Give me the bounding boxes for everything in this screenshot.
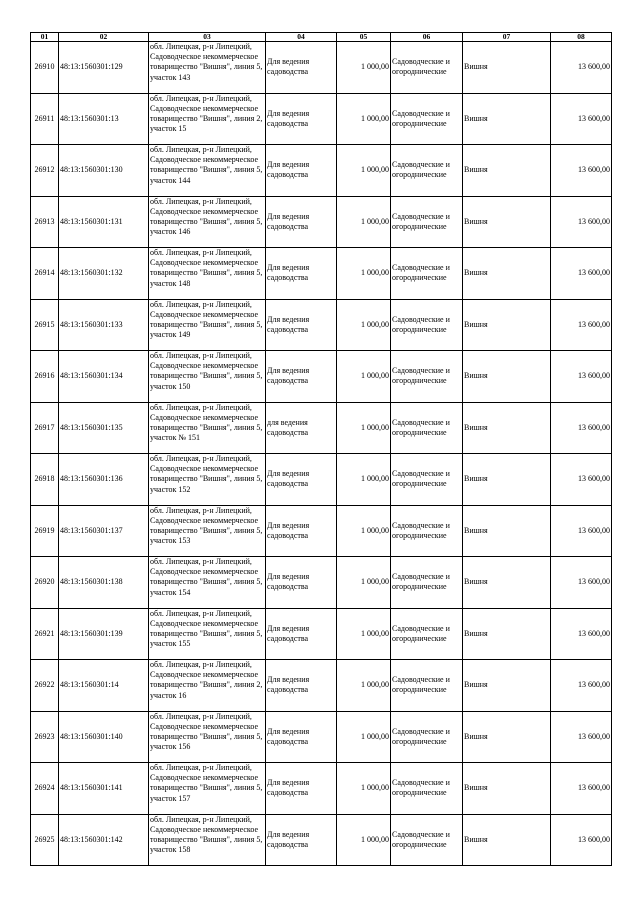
- plot-address-text: обл. Липецкая, р-н Липецкий, Садоводческое некоммерческое товарищество "Вишня", линия 5, участок 153: [150, 505, 263, 546]
- table-row: [31, 351, 612, 403]
- table-header-row: [31, 33, 612, 42]
- plot-area-cell: 1 000,00: [337, 505, 391, 557]
- cadastral-number-cell: 48:13:1560301:129: [59, 42, 149, 94]
- plot-address-cell: [149, 814, 266, 866]
- table-row: [31, 248, 612, 300]
- table-row: [31, 608, 612, 660]
- cadastral-number-cell: 48:13:1560301:130: [59, 145, 149, 197]
- partnership-name-cell: Вишня: [463, 248, 551, 300]
- permitted-use-cell: Для ведения садоводства: [266, 763, 337, 815]
- header-col-06: 06: [391, 33, 463, 42]
- plot-address-text: обл. Липецкая, р-н Липецкий, Садоводческое некоммерческое товарищество "Вишня", линия 5, участок 146: [150, 196, 263, 237]
- row-number-cell: 26921: [31, 608, 59, 660]
- plot-address-cell: [149, 299, 266, 351]
- row-number-cell: 26915: [31, 299, 59, 351]
- plot-address-text: обл. Липецкая, р-н Липецкий, Садоводческое некоммерческое товарищество "Вишня", линия 5, участок 155: [150, 608, 263, 649]
- row-number-cell: 26925: [31, 814, 59, 866]
- permitted-use-cell: Для ведения садоводства: [266, 351, 337, 403]
- plot-address-text: обл. Липецкая, р-н Липецкий, Садоводческое некоммерческое товарищество "Вишня", линия 2, участок 15: [150, 93, 263, 134]
- land-category-cell: Садоводческие и огороднические: [391, 196, 463, 248]
- row-number-cell: 26923: [31, 711, 59, 763]
- land-category-cell: Садоводческие и огороднические: [391, 299, 463, 351]
- plot-address-text: обл. Липецкая, р-н Липецкий, Садоводческое некоммерческое товарищество "Вишня", линия 5, участок 144: [150, 145, 263, 185]
- plot-address-text: обл. Липецкая, р-н Липецкий, Садоводческое некоммерческое товарищество "Вишня", линия 5, участок 149: [150, 299, 263, 340]
- plot-address-cell: [149, 557, 266, 609]
- cadastral-value-cell: 13 600,00: [551, 42, 612, 94]
- cadastral-value-cell: 13 600,00: [551, 145, 612, 197]
- plot-address-text: обл. Липецкая, р-н Липецкий, Садоводческое некоммерческое товарищество "Вишня", линия 5, участок 143: [150, 42, 263, 82]
- plot-area-cell: 1 000,00: [337, 196, 391, 248]
- plot-address-cell: [149, 660, 266, 712]
- plot-area-cell: 1 000,00: [337, 248, 391, 300]
- header-col-02: 02: [59, 33, 149, 42]
- table-row: [31, 660, 612, 712]
- cadastral-number-cell: 48:13:1560301:141: [59, 763, 149, 815]
- row-number-cell: 26910: [31, 42, 59, 94]
- table-row: [31, 814, 612, 866]
- table-row: [31, 42, 612, 94]
- land-category-cell: Садоводческие и огороднические: [391, 505, 463, 557]
- plot-area-cell: 1 000,00: [337, 557, 391, 609]
- land-category-cell: Садоводческие и огороднические: [391, 660, 463, 712]
- permitted-use-cell: Для ведения садоводства: [266, 557, 337, 609]
- permitted-use-cell: Для ведения садоводства: [266, 814, 337, 866]
- partnership-name-cell: Вишня: [463, 660, 551, 712]
- header-col-08: 08: [551, 33, 612, 42]
- row-number-cell: 26919: [31, 505, 59, 557]
- plot-address-text: обл. Липецкая, р-н Липецкий, Садоводческое некоммерческое товарищество "Вишня", линия 5, участок 158: [150, 814, 263, 855]
- partnership-name-cell: Вишня: [463, 711, 551, 763]
- table-body: [31, 42, 612, 866]
- permitted-use-cell: Для ведения садоводства: [266, 42, 337, 94]
- partnership-name-cell: Вишня: [463, 557, 551, 609]
- cadastral-value-cell: 13 600,00: [551, 351, 612, 403]
- plot-address-cell: [149, 196, 266, 248]
- table-row: [31, 711, 612, 763]
- partnership-name-cell: Вишня: [463, 299, 551, 351]
- land-category-cell: Садоводческие и огороднические: [391, 608, 463, 660]
- plot-area-cell: 1 000,00: [337, 93, 391, 145]
- permitted-use-cell: Для ведения садоводства: [266, 145, 337, 197]
- partnership-name-cell: Вишня: [463, 505, 551, 557]
- plot-address-cell: [149, 505, 266, 557]
- row-number-cell: 26912: [31, 145, 59, 197]
- cadastral-value-cell: 13 600,00: [551, 93, 612, 145]
- plot-address-cell: [149, 608, 266, 660]
- plot-address-text: обл. Липецкая, р-н Липецкий, Садоводческое некоммерческое товарищество "Вишня", линия 5, участок 150: [150, 351, 263, 391]
- row-number-cell: 26918: [31, 454, 59, 506]
- row-number-cell: 26916: [31, 351, 59, 403]
- table-row: [31, 402, 612, 454]
- header-col-03: 03: [149, 33, 266, 42]
- cadastral-value-cell: 13 600,00: [551, 814, 612, 866]
- plot-area-cell: 1 000,00: [337, 660, 391, 712]
- cadastral-number-cell: 48:13:1560301:140: [59, 711, 149, 763]
- plot-area-cell: 1 000,00: [337, 814, 391, 866]
- plot-address-text: обл. Липецкая, р-н Липецкий, Садоводческое некоммерческое товарищество "Вишня", линия 5, участок 157: [150, 763, 263, 803]
- plot-address-cell: [149, 351, 266, 403]
- plot-address-text: обл. Липецкая, р-н Липецкий, Садоводческое некоммерческое товарищество "Вишня", линия 2, участок 16: [150, 660, 263, 700]
- header-col-05: 05: [337, 33, 391, 42]
- table-row: [31, 454, 612, 506]
- land-category-cell: Садоводческие и огороднические: [391, 814, 463, 866]
- cadastral-number-cell: 48:13:1560301:131: [59, 196, 149, 248]
- land-category-cell: Садоводческие и огороднические: [391, 145, 463, 197]
- cadastral-number-cell: 48:13:1560301:139: [59, 608, 149, 660]
- permitted-use-cell: для ведения садоводства: [266, 402, 337, 454]
- land-plots-table: [30, 32, 612, 866]
- plot-address-cell: [149, 145, 266, 197]
- cadastral-value-cell: 13 600,00: [551, 505, 612, 557]
- permitted-use-cell: Для ведения садоводства: [266, 299, 337, 351]
- cadastral-value-cell: 13 600,00: [551, 763, 612, 815]
- plot-area-cell: 1 000,00: [337, 711, 391, 763]
- plot-address-text: обл. Липецкая, р-н Липецкий, Садоводческое некоммерческое товарищество "Вишня", линия 5, участок 152: [150, 454, 263, 494]
- row-number-cell: 26914: [31, 248, 59, 300]
- plot-address-cell: [149, 454, 266, 506]
- plot-address-text: обл. Липецкая, р-н Липецкий, Садоводческое некоммерческое товарищество "Вишня", линия 5, участок 148: [150, 248, 263, 288]
- plot-address-text: обл. Липецкая, р-н Липецкий, Садоводческое некоммерческое товарищество "Вишня", линия 5, участок 154: [150, 557, 263, 597]
- table-row: [31, 763, 612, 815]
- plot-address-cell: [149, 711, 266, 763]
- row-number-cell: 26911: [31, 93, 59, 145]
- cadastral-value-cell: 13 600,00: [551, 196, 612, 248]
- permitted-use-cell: Для ведения садоводства: [266, 248, 337, 300]
- land-category-cell: Садоводческие и огороднические: [391, 42, 463, 94]
- cadastral-number-cell: 48:13:1560301:13: [59, 93, 149, 145]
- table-row: [31, 196, 612, 248]
- cadastral-number-cell: 48:13:1560301:136: [59, 454, 149, 506]
- table-row: [31, 505, 612, 557]
- cadastral-number-cell: 48:13:1560301:137: [59, 505, 149, 557]
- row-number-cell: 26920: [31, 557, 59, 609]
- land-category-cell: Садоводческие и огороднические: [391, 351, 463, 403]
- land-category-cell: Садоводческие и огороднические: [391, 557, 463, 609]
- plot-address-cell: [149, 42, 266, 94]
- partnership-name-cell: Вишня: [463, 351, 551, 403]
- permitted-use-cell: Для ведения садоводства: [266, 93, 337, 145]
- table-row: [31, 145, 612, 197]
- cadastral-number-cell: 48:13:1560301:138: [59, 557, 149, 609]
- table-row: [31, 299, 612, 351]
- header-col-04: 04: [266, 33, 337, 42]
- cadastral-value-cell: 13 600,00: [551, 402, 612, 454]
- cadastral-value-cell: 13 600,00: [551, 299, 612, 351]
- cadastral-value-cell: 13 600,00: [551, 557, 612, 609]
- plot-area-cell: 1 000,00: [337, 42, 391, 94]
- cadastral-value-cell: 13 600,00: [551, 711, 612, 763]
- cadastral-number-cell: 48:13:1560301:134: [59, 351, 149, 403]
- partnership-name-cell: Вишня: [463, 402, 551, 454]
- partnership-name-cell: Вишня: [463, 145, 551, 197]
- row-number-cell: 26922: [31, 660, 59, 712]
- plot-address-text: обл. Липецкая, р-н Липецкий, Садоводческое некоммерческое товарищество "Вишня", линия 5, участок 156: [150, 711, 263, 752]
- table-row: [31, 93, 612, 145]
- cadastral-value-cell: 13 600,00: [551, 608, 612, 660]
- partnership-name-cell: Вишня: [463, 608, 551, 660]
- partnership-name-cell: Вишня: [463, 454, 551, 506]
- permitted-use-cell: Для ведения садоводства: [266, 660, 337, 712]
- plot-area-cell: 1 000,00: [337, 402, 391, 454]
- cadastral-number-cell: 48:13:1560301:132: [59, 248, 149, 300]
- row-number-cell: 26924: [31, 763, 59, 815]
- plot-area-cell: 1 000,00: [337, 145, 391, 197]
- land-category-cell: Садоводческие и огороднические: [391, 454, 463, 506]
- plot-area-cell: 1 000,00: [337, 454, 391, 506]
- partnership-name-cell: Вишня: [463, 196, 551, 248]
- partnership-name-cell: Вишня: [463, 814, 551, 866]
- plot-address-text: обл. Липецкая, р-н Липецкий, Садоводческое некоммерческое товарищество "Вишня", линия 5, участок № 151: [150, 402, 263, 443]
- plot-area-cell: 1 000,00: [337, 608, 391, 660]
- plot-area-cell: 1 000,00: [337, 763, 391, 815]
- header-col-07: 07: [463, 33, 551, 42]
- plot-address-cell: [149, 763, 266, 815]
- land-category-cell: Садоводческие и огороднические: [391, 248, 463, 300]
- land-category-cell: Садоводческие и огороднические: [391, 93, 463, 145]
- plot-area-cell: 1 000,00: [337, 351, 391, 403]
- permitted-use-cell: Для ведения садоводства: [266, 505, 337, 557]
- cadastral-value-cell: 13 600,00: [551, 660, 612, 712]
- land-category-cell: Садоводческие и огороднические: [391, 763, 463, 815]
- cadastral-number-cell: 48:13:1560301:14: [59, 660, 149, 712]
- cadastral-value-cell: 13 600,00: [551, 454, 612, 506]
- cadastral-number-cell: 48:13:1560301:133: [59, 299, 149, 351]
- plot-area-cell: 1 000,00: [337, 299, 391, 351]
- permitted-use-cell: Для ведения садоводства: [266, 711, 337, 763]
- plot-address-cell: [149, 248, 266, 300]
- plot-address-cell: [149, 402, 266, 454]
- plot-address-cell: [149, 93, 266, 145]
- land-category-cell: Садоводческие и огороднические: [391, 402, 463, 454]
- permitted-use-cell: Для ведения садоводства: [266, 454, 337, 506]
- partnership-name-cell: Вишня: [463, 42, 551, 94]
- land-category-cell: Садоводческие и огороднические: [391, 711, 463, 763]
- partnership-name-cell: Вишня: [463, 763, 551, 815]
- cadastral-number-cell: 48:13:1560301:142: [59, 814, 149, 866]
- header-col-01: 01: [31, 33, 59, 42]
- cadastral-number-cell: 48:13:1560301:135: [59, 402, 149, 454]
- cadastral-value-cell: 13 600,00: [551, 248, 612, 300]
- permitted-use-cell: Для ведения садоводства: [266, 608, 337, 660]
- table-row: [31, 557, 612, 609]
- row-number-cell: 26917: [31, 402, 59, 454]
- row-number-cell: 26913: [31, 196, 59, 248]
- partnership-name-cell: Вишня: [463, 93, 551, 145]
- permitted-use-cell: Для ведения садоводства: [266, 196, 337, 248]
